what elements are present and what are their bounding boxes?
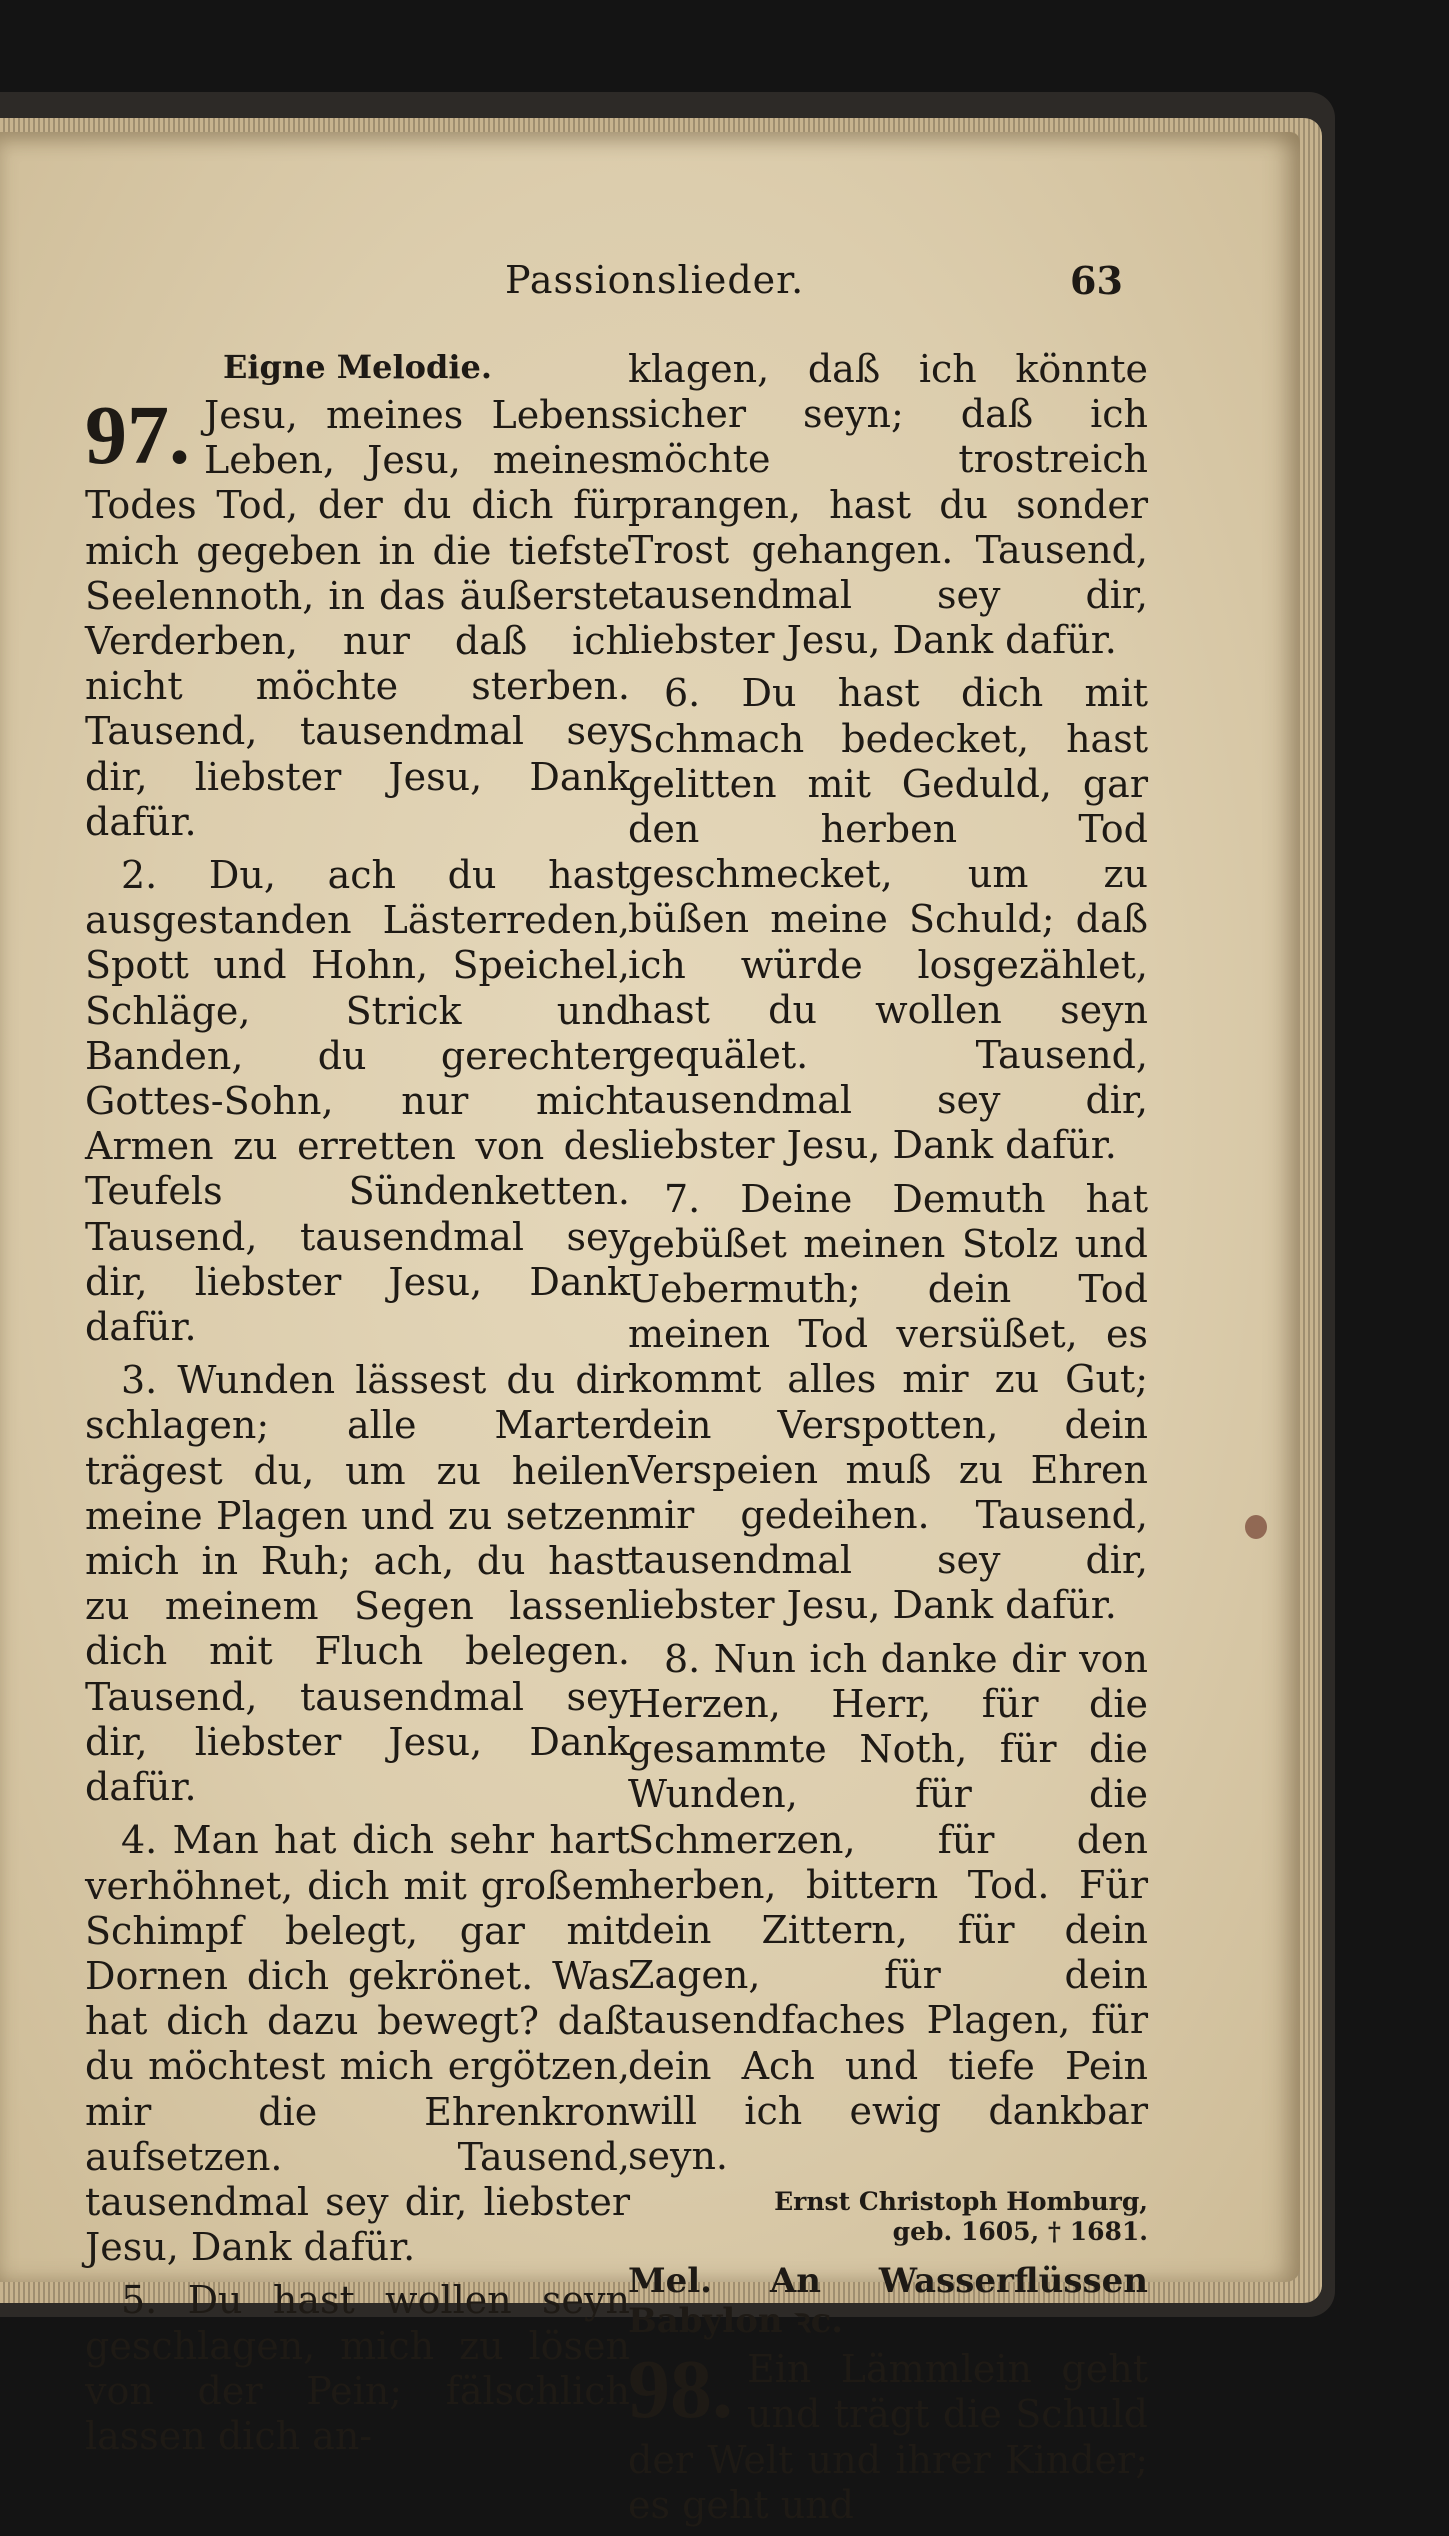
melody-label-98: Mel. An Wasserflüssen Babylon ꝛc.	[628, 2261, 1148, 2342]
stanza-text-98: Ein Lämmlein geht und trägt die Schuld der Welt und ihrer Kinder; es geht und	[628, 2347, 1148, 2527]
hymn-97-stanza-8: 8. Nun ich danke dir von Herzen, Herr, für die gesammte Noth, für die Wunden, für die Schmerzen, für den herben, bittern Tod. Für dein Zittern, für dein Zagen, für dein tausendfaches Plagen, für dein Ach und tiefe Pein will ich ewig dankbar seyn.	[628, 1636, 1148, 2178]
stanza-text: Jesu, meines Lebens Leben, Jesu, meines Todes Tod, der du dich für mich gegeben in die tiefste Seelennoth, in das äußerste Verderben, nur daß ich nicht möchte sterben. Tausend, tausendmal sey dir, liebster Jesu, Dank dafür.	[85, 393, 630, 844]
hymn-97-stanza-5-start: 5. Du hast wollen seyn geschlagen, mich zu lösen von der Pein; fälschlich lassen dich an-	[85, 2278, 630, 2458]
hymn-number: 97.	[85, 389, 190, 482]
author-dates: geb. 1605, † 1681.	[892, 2217, 1148, 2247]
author-name: Ernst Christoph Homburg,	[774, 2187, 1148, 2217]
hymn-98-stanza-1	[628, 2343, 1148, 2528]
hymn-number-98: 98.	[628, 2343, 733, 2437]
hymn-97-stanza-6: 6. Du hast dich mit Schmach bedecket, hast gelitten mit Geduld, gar den herben Tod geschmecket, um zu büßen meine Schuld; daß ich würde losgezählet, hast du wollen seyn gequälet. Tausend, tausendmal sey dir, liebster Jesu, Dank dafür.	[628, 671, 1148, 1168]
author-credit	[628, 2187, 1148, 2247]
page-number: 63	[1070, 258, 1123, 303]
hymn-97-stanza-7: 7. Deine Demuth hat gebüßet meinen Stolz und Uebermuth; dein Tod meinen Tod versüßet, es kommt alles mir zu Gut; dein Verspotten, dein Verspeien muß zu Ehren mir gedeihen. Tausend, tausendmal sey dir, liebster Jesu, Dank dafür.	[628, 1176, 1148, 1628]
right-column	[628, 347, 1148, 2536]
running-head: Passionslieder.	[505, 258, 805, 302]
hymn-97-stanza-2: 2. Du, ach du hast ausgestanden Lästerreden, Spott und Hohn, Speichel, Schläge, Strick und Banden, du gerechter Gottes-Sohn, nur mich Armen zu erretten von des Teufels Sündenketten. Tausend, tausendmal sey dir, liebster Jesu, Dank dafür.	[85, 853, 630, 1350]
hymn-97-stanza-5-end: klagen, daß ich könnte sicher seyn; daß ich möchte trostreich prangen, hast du sonder Trost gehangen. Tausend, tausendmal sey dir, liebster Jesu, Dank dafür.	[628, 347, 1148, 663]
melody-label: Eigne Melodie.	[223, 348, 492, 386]
hymn-97-stanza-3: 3. Wunden lässest du dir schlagen; alle Marter trägest du, um zu heilen meine Plagen und zu setzen mich in Ruh; ach, du hast zu meinem Segen lassen dich mit Fluch belegen. Tausend, tausendmal sey dir, liebster Jesu, Dank dafür.	[85, 1358, 630, 1810]
hymn-97-stanza-4: 4. Man hat dich sehr hart verhöhnet, dich mit großem Schimpf belegt, gar mit Dornen dich gekrönet. Was hat dich dazu bewegt? daß du möchtest mich ergötzen, mir die Ehrenkron aufsetzen. Tausend, tausendmal sey dir, liebster Jesu, Dank dafür.	[85, 1818, 630, 2270]
stain-mark	[1245, 1515, 1267, 1539]
hymn-97-stanza-1	[85, 389, 630, 845]
book-page	[0, 132, 1300, 2527]
left-column	[85, 347, 630, 2467]
